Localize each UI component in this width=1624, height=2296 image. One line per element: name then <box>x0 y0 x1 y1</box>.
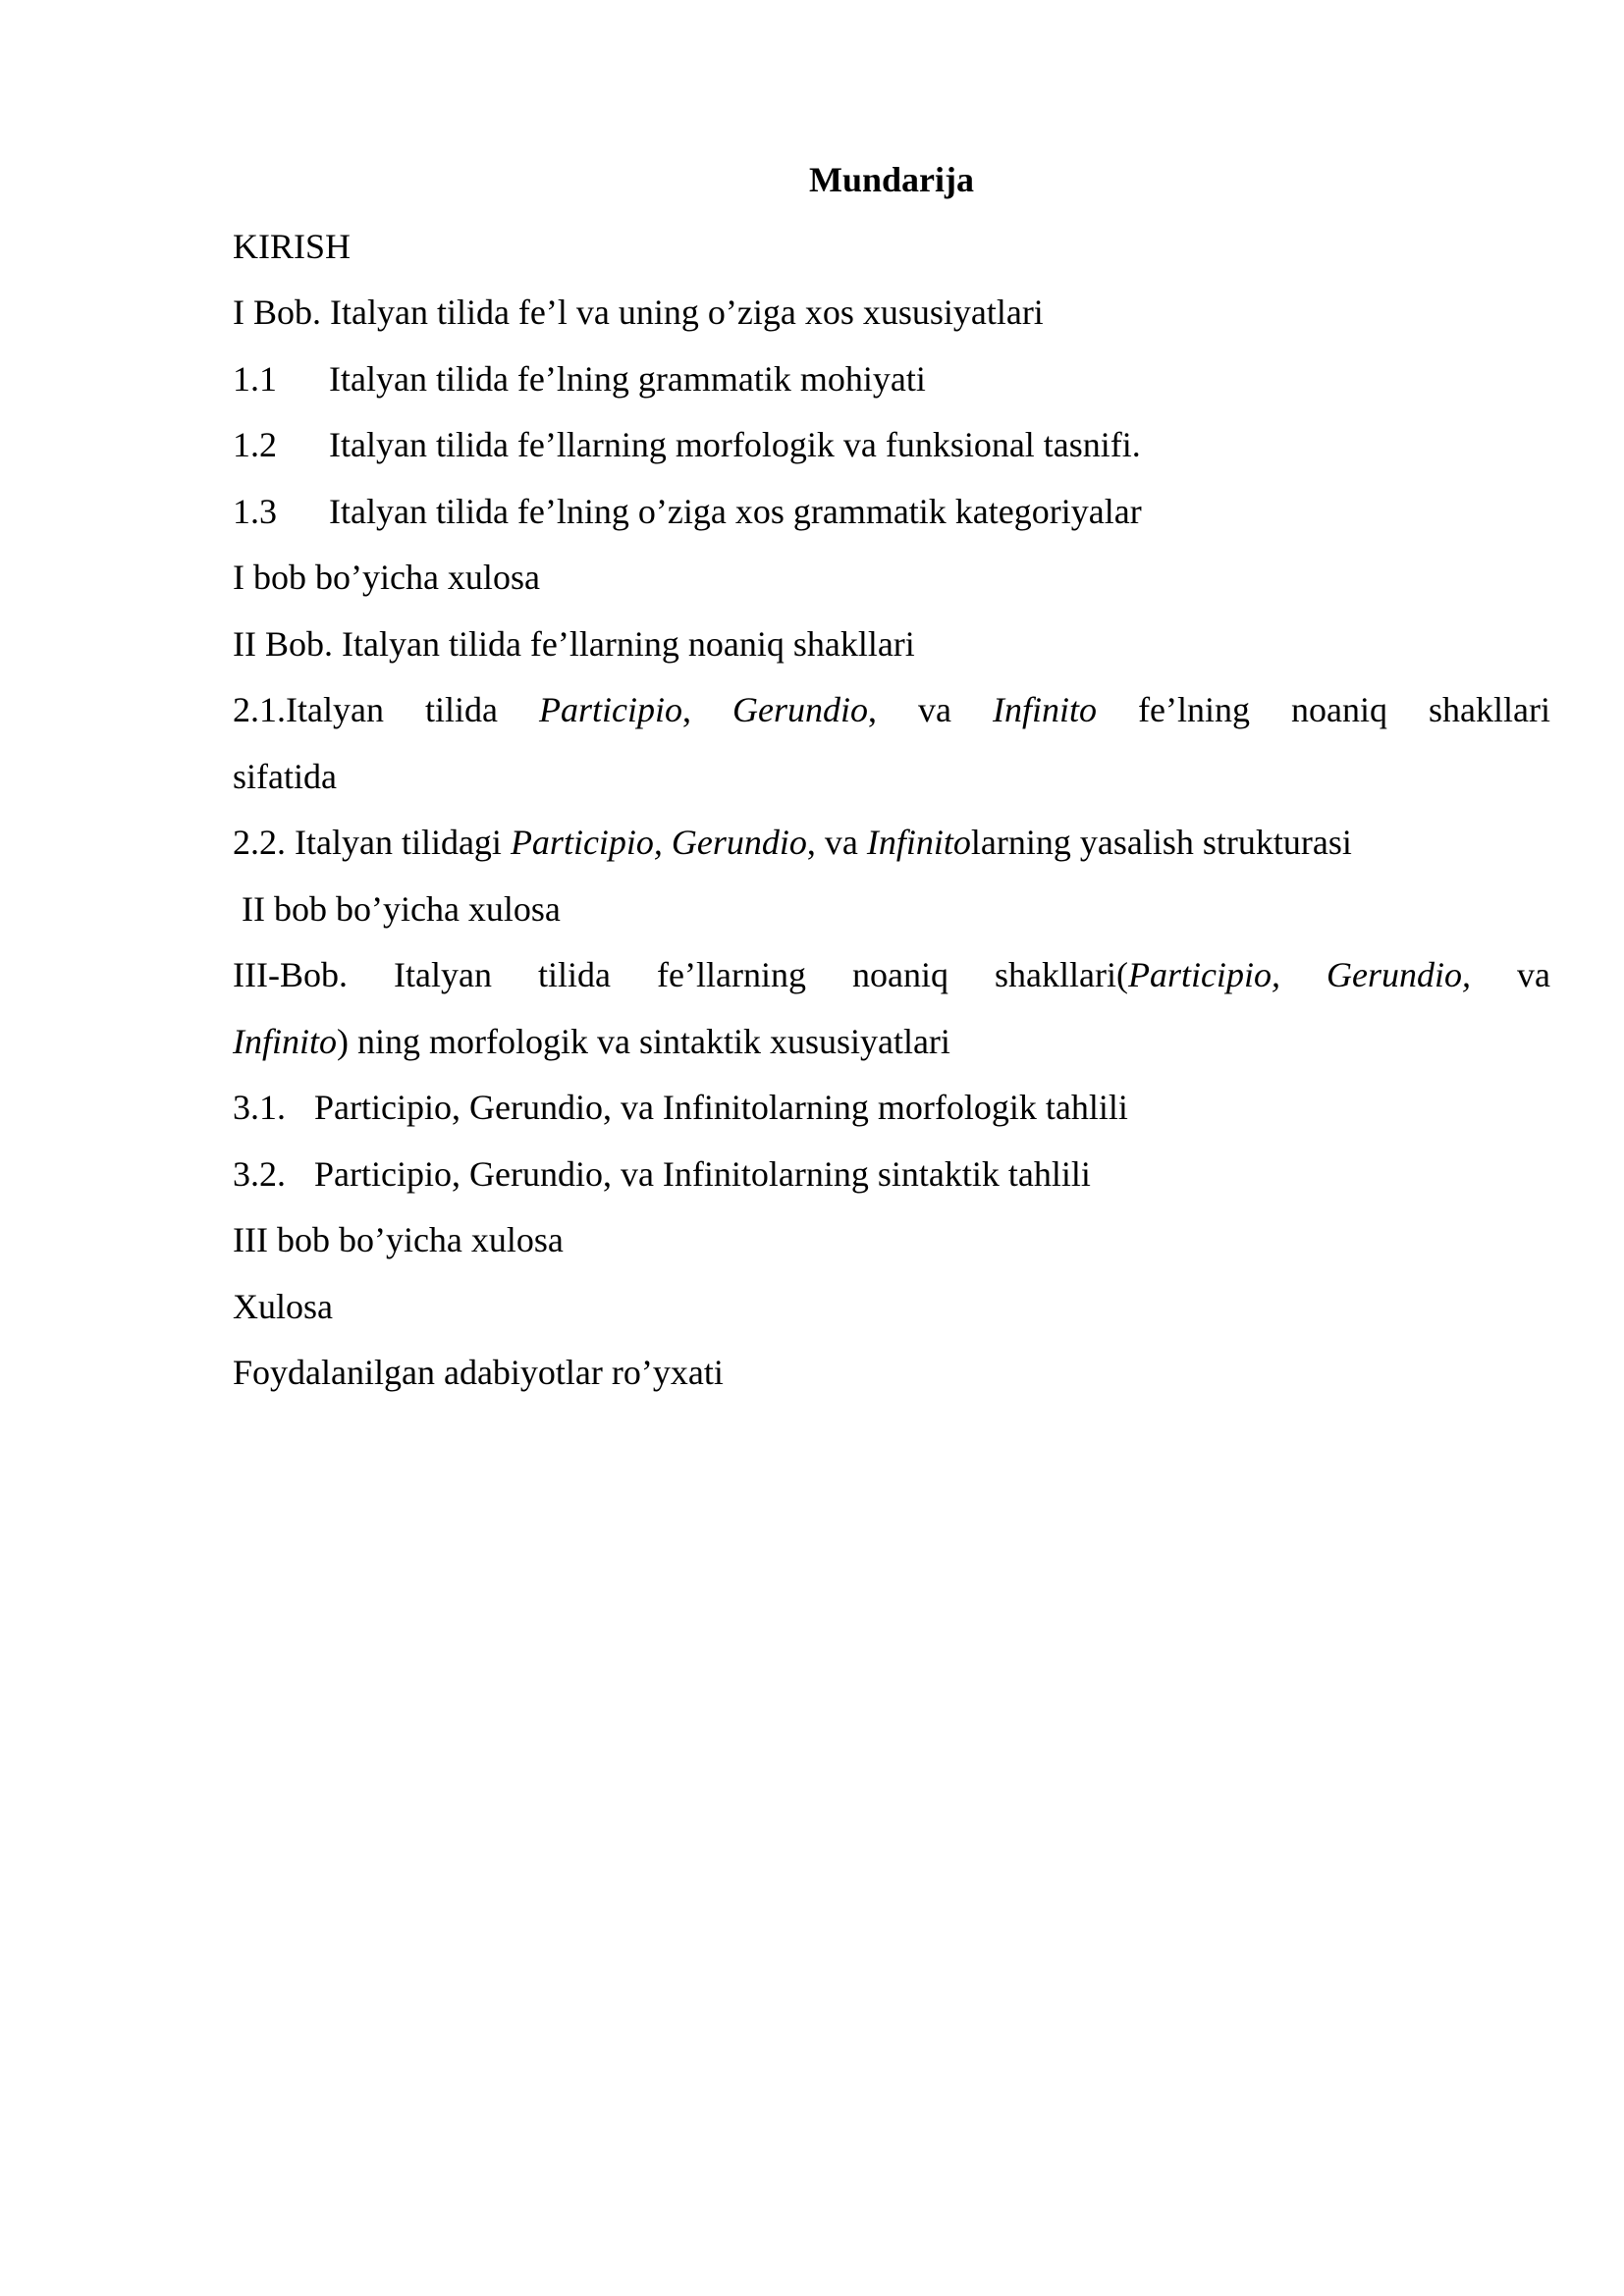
heading-line-2 <box>233 1009 1550 1076</box>
text-run: fe’lning noaniq shakllari <box>1097 690 1551 729</box>
text-run: , va <box>806 823 867 862</box>
toc-section-3-2 <box>233 1142 1550 1208</box>
toc-chapter-2-heading: II Bob. Italyan tilida fe’llarning noaniq shakllari <box>233 623 915 664</box>
section-number: 1.2 <box>233 425 277 464</box>
toc-section-3-1 <box>233 1075 1550 1142</box>
text-run: ) ning morfologik va sintaktik xususiyatlari <box>337 1021 950 1061</box>
italic-term: Infinito <box>866 823 971 862</box>
italic-term: Infinito <box>993 690 1098 729</box>
toc-chapter-1-heading: I Bob. Italyan tilida fe’l va uning o’ziga xos xususiyatlari <box>233 293 1044 332</box>
text-run: , <box>681 690 733 729</box>
text-run: va <box>1470 955 1550 994</box>
page-title: Mundarija <box>808 160 974 199</box>
section-number: 3.2. <box>233 1153 286 1194</box>
section-number: 1.3 <box>233 491 277 531</box>
section-title: Italyan tilida fe’lning o’ziga xos grammatik kategoriyalar <box>329 491 1142 531</box>
toc-entry-xulosa: Xulosa <box>233 1286 333 1326</box>
section-title: Participio, Gerundio, va Infinitolarning morfologik tahlili <box>314 1088 1128 1127</box>
toc-entry-kirish: KIRISH <box>233 226 352 266</box>
section-title: Italyan tilida fe’lning grammatik mohiyati <box>329 358 926 399</box>
toc-section-1-3 <box>233 479 1550 546</box>
toc-section-1-2 <box>233 412 1550 479</box>
section-number: 1.1 <box>233 358 277 399</box>
italic-term: Gerundio <box>732 690 869 729</box>
italic-term: Participio, Gerundio, <box>1127 955 1471 994</box>
italic-term: Participio <box>538 690 682 729</box>
toc-chapter-3-conclusion: III bob bo’yicha xulosa <box>233 1220 564 1259</box>
toc-chapter-1-conclusion: I bob bo’yicha xulosa <box>233 558 540 597</box>
section-title: Participio, Gerundio, va Infinitolarning sintaktik tahlili <box>314 1153 1091 1194</box>
text-run: larning yasalish strukturasi <box>970 823 1352 862</box>
toc-chapter-3-heading <box>233 942 1550 1075</box>
text-run: 2.2. Italyan tilidagi <box>233 823 511 862</box>
italic-term: Infinito <box>233 1021 337 1061</box>
toc-chapter-2-conclusion: II bob bo’yicha xulosa <box>242 888 561 929</box>
table-of-contents <box>233 147 1550 1407</box>
text-run: 2.1.Italyan tilida <box>233 690 539 729</box>
section-line-1 <box>233 677 1550 744</box>
toc-section-2-2 <box>233 810 1550 877</box>
toc-entry-references: Foydalanilgan adabiyotlar ro’yxati <box>233 1353 724 1392</box>
heading-line-1 <box>233 942 1550 1009</box>
toc-section-1-1 <box>233 347 1550 413</box>
section-line-2: sifatida <box>233 756 337 796</box>
section-title: Italyan tilida fe’llarning morfologik va funksional tasnifi. <box>329 425 1141 464</box>
toc-section-2-1 <box>233 677 1550 810</box>
italic-term: Participio, Gerundio <box>510 823 807 862</box>
text-run: III-Bob. Italyan tilida fe’llarning noaniq shakllari( <box>233 955 1128 994</box>
text-run: , va <box>868 690 994 729</box>
section-number: 3.1. <box>233 1088 286 1127</box>
